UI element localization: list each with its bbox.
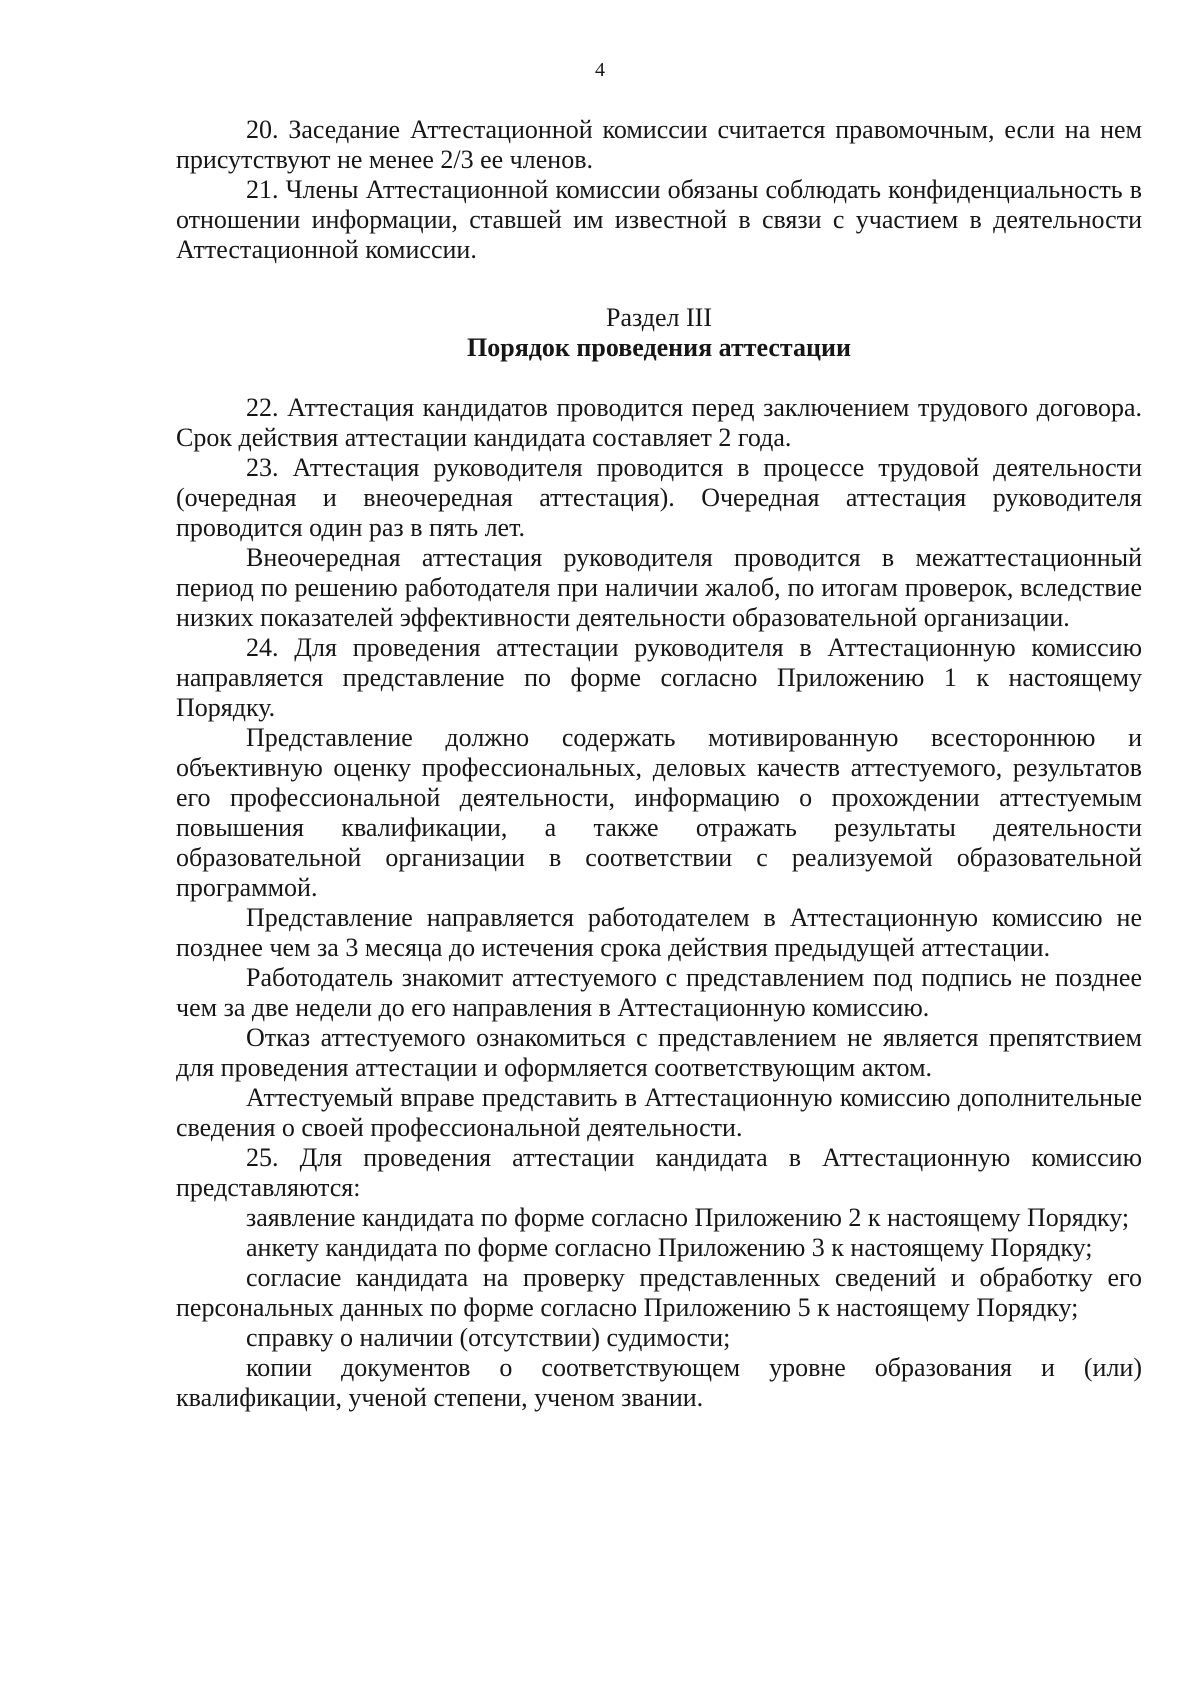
paragraph-20: 20. Заседание Аттестационной комиссии считается правомочным, если на нем присутствуют не менее 2/3 ее членов. [176, 115, 1142, 174]
section-title: Порядок проведения аттестации [467, 333, 851, 362]
paragraph-25: 25. Для проведения аттестации кандидата в Аттестационную комиссию представляются: [176, 1143, 1142, 1202]
paragraph-24-refusal: Отказ аттестуемого ознакомиться с представлением не является препятствием для проведения аттестации и оформляется соответствующим актом. [176, 1023, 1142, 1082]
paragraph-21: 21. Члены Аттестационной комиссии обязаны соблюдать конфиденциальность в отношении информации, ставшей им известной в связи с участием в деятельности Аттестационной комиссии. [176, 175, 1142, 264]
list-item-questionnaire: анкету кандидата по форме согласно Приложению 3 к настоящему Порядку; [246, 1233, 1093, 1262]
list-item-consent: согласие кандидата на проверку представленных сведений и обработку его персональных данных по форме согласно Приложению 5 к настоящему Порядку; [176, 1263, 1142, 1322]
paragraph-23: 23. Аттестация руководителя проводится в процессе трудовой деятельности (очередная и внеочередная аттестация). Очередная аттестация руководителя проводится один раз в пять лет. [176, 453, 1142, 542]
document-body [176, 115, 1142, 1413]
paragraph-24-acquaint: Работодатель знакомит аттестуемого с представлением под подпись не позднее чем за две недели до его направления в Аттестационную комиссию. [176, 963, 1142, 1022]
paragraph-24-deadline: Представление направляется работодателем в Аттестационную комиссию не позднее чем за 3 месяца до истечения срока действия предыдущей аттестации. [176, 903, 1142, 962]
paragraph-24-additional: Аттестуемый вправе представить в Аттестационную комиссию дополнительные сведения о своей профессиональной деятельности. [176, 1083, 1142, 1142]
paragraph-24: 24. Для проведения аттестации руководителя в Аттестационную комиссию направляется представление по форме согласно Приложению 1 к настоящему Порядку. [176, 633, 1142, 722]
section-heading [176, 303, 1142, 363]
section-spacer [176, 363, 1142, 393]
page-number: 4 [595, 59, 605, 81]
paragraph-23-extraordinary: Внеочередная аттестация руководителя проводится в межаттестационный период по решению работодателя при наличии жалоб, по итогам проверок, вследствие низких показателей эффективности деятельности образовательной организации. [176, 543, 1142, 632]
section-label: Раздел III [605, 303, 713, 332]
list-item-application: заявление кандидата по форме согласно Приложению 2 к настоящему Порядку; [246, 1203, 1130, 1232]
paragraph-22: 22. Аттестация кандидатов проводится перед заключением трудового договора. Срок действия аттестации кандидата составляет 2 года. [176, 393, 1142, 452]
list-item-education-docs: копии документов о соответствующем уровне образования и (или) квалификации, ученой степени, ученом звании. [176, 1353, 1142, 1412]
paragraph-24-content: Представление должно содержать мотивированную всестороннюю и объективную оценку профессиональных, деловых качеств аттестуемого, результатов его профессиональной деятельности, информацию о прохождении аттестуемым повышения квалификации, а также отражать результаты деятельности образовательной организации в соответствии с реализуемой образовательной программой. [176, 723, 1142, 902]
list-item-criminal-record: справку о наличии (отсутствии) судимости; [246, 1323, 731, 1352]
